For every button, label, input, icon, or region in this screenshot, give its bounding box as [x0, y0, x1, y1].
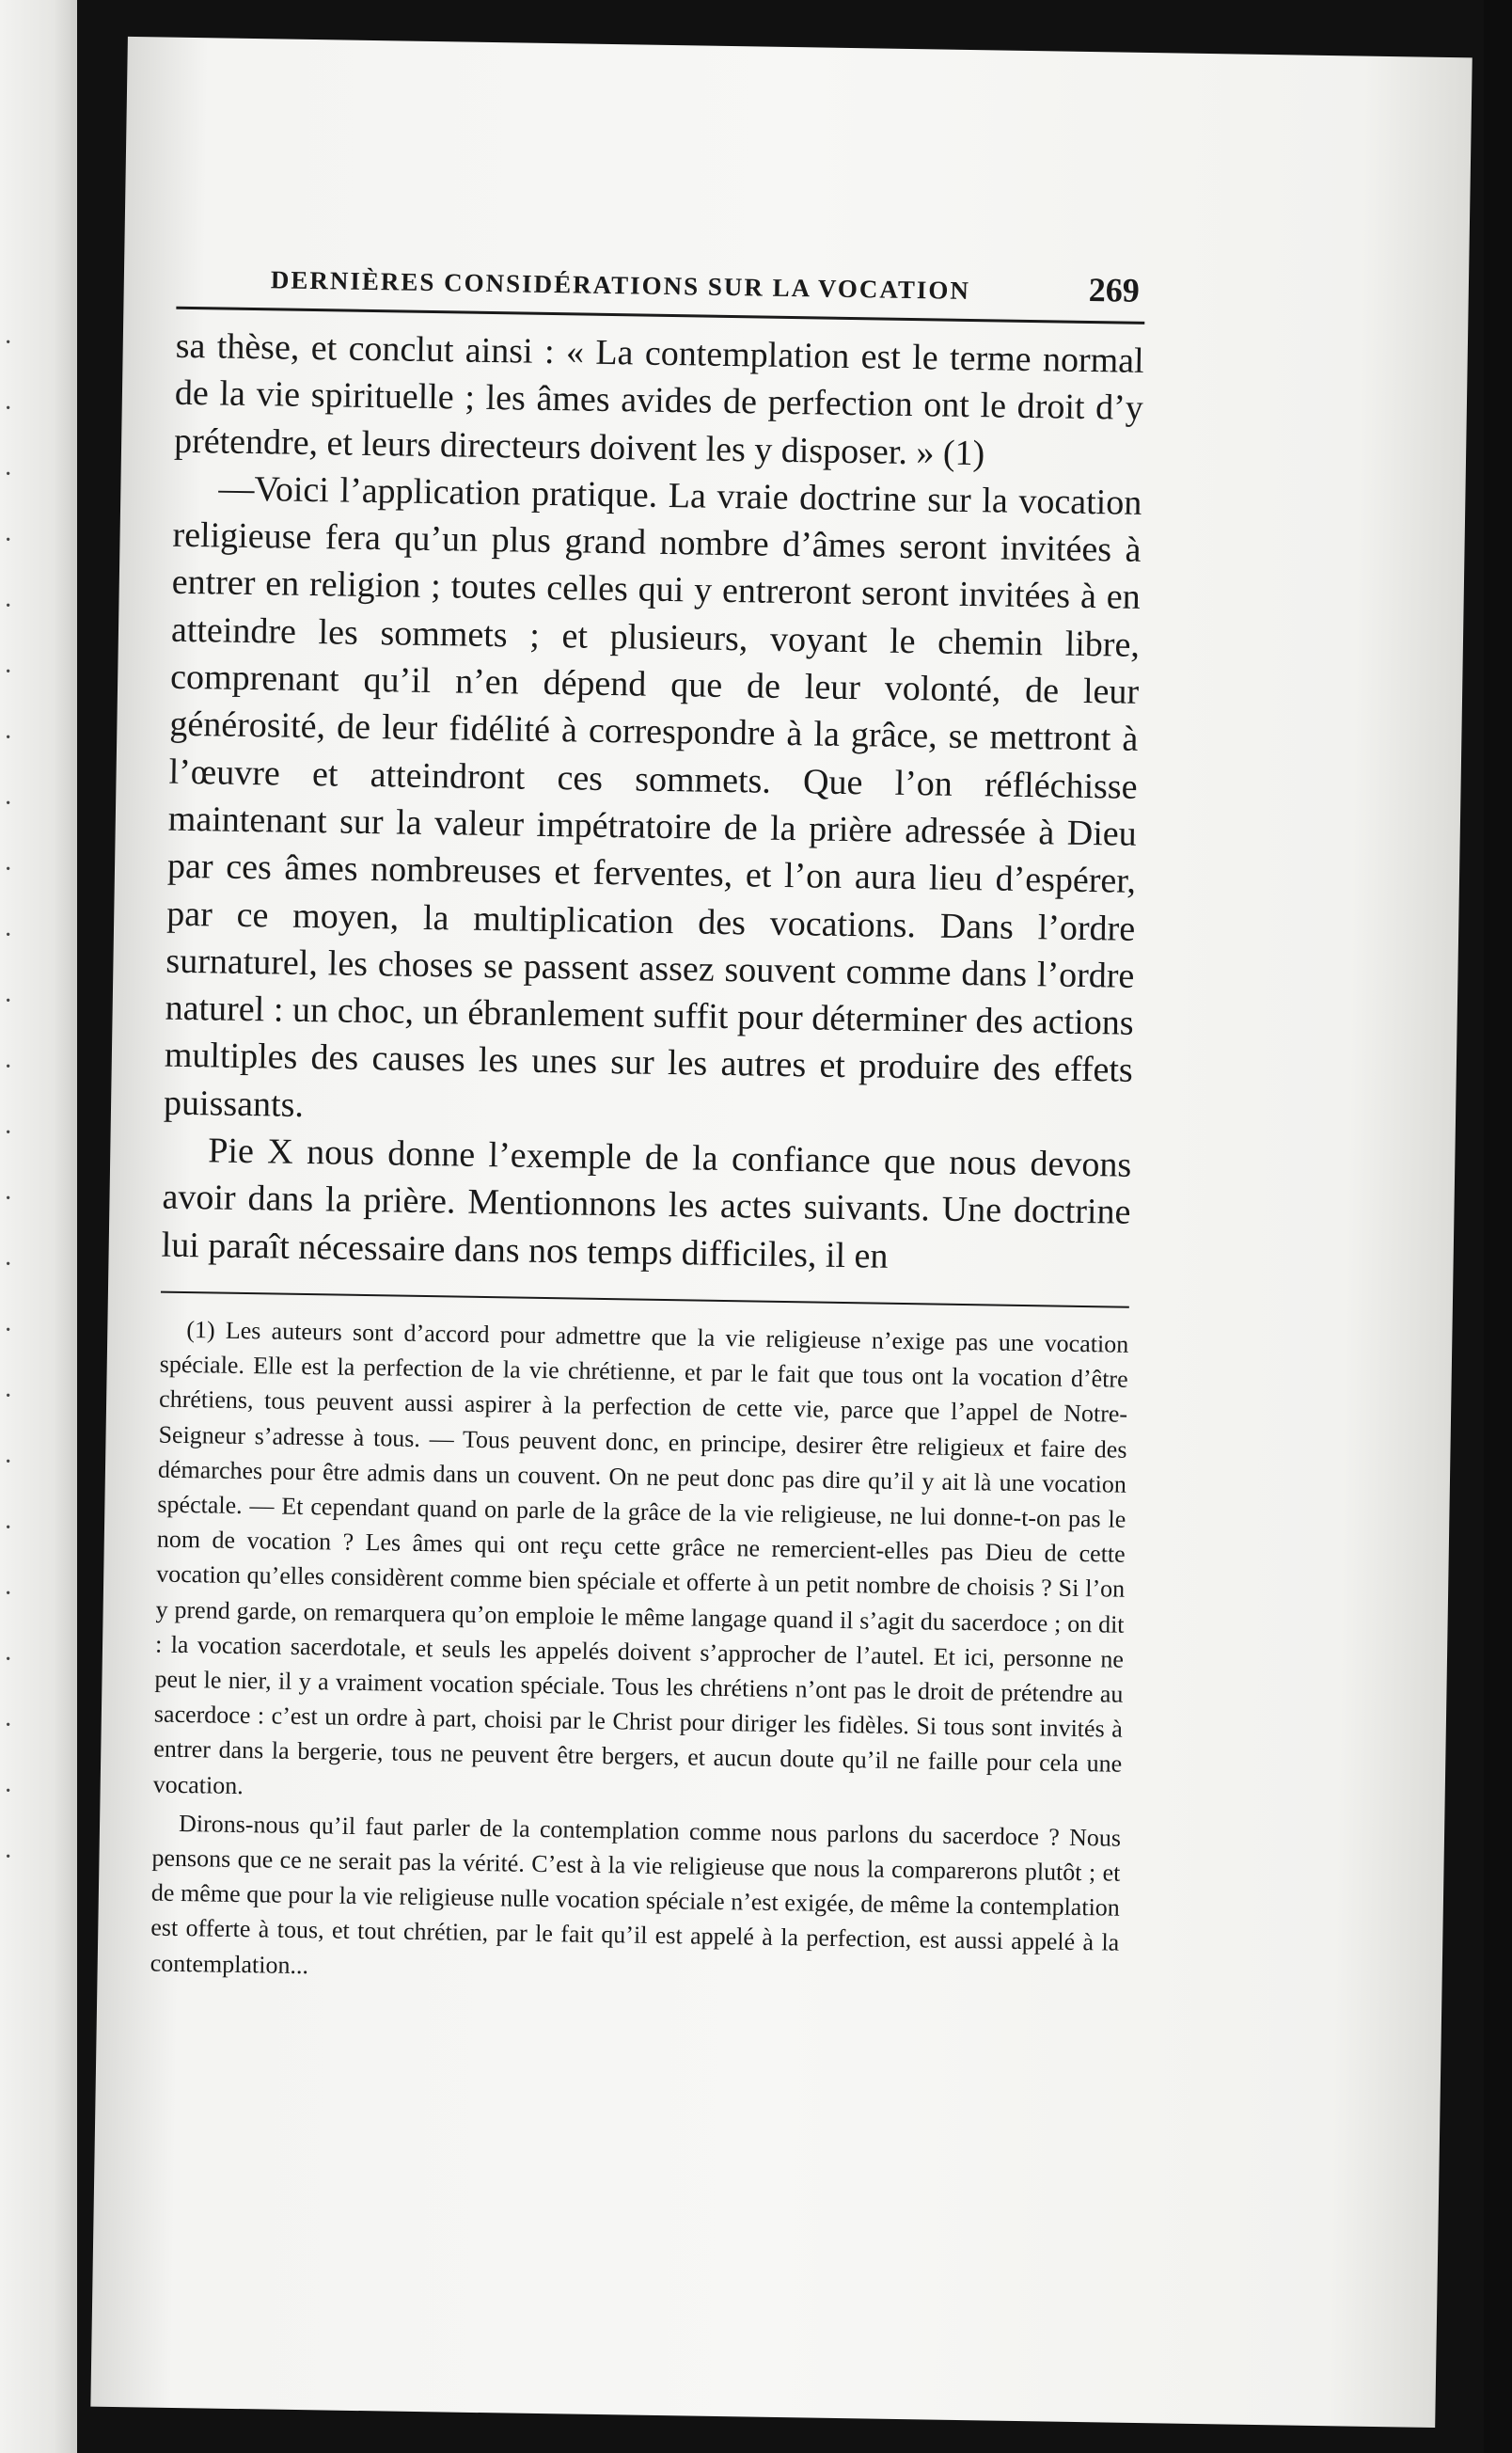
paragraph: Pie X nous donne l’exemple de la confiance que nous devons avoir dans la prière. Mentionnons les actes suivants. Une doctrine lui paraît nécessaire dans nos temps difficiles, il en: [161, 1131, 1132, 1276]
footnotes: [150, 1312, 1128, 1996]
scan-border: [1484, 0, 1512, 2453]
running-title: DERNIÈRES CONSIDÉRATIONS SUR LA VOCATION: [270, 265, 971, 305]
page-content: [150, 256, 1145, 1996]
paragraph: sa thèse, et conclut ainsi : « La contemplation est le terme normal de la vie spirituelle ; les âmes avides de perfection ont le droit d’y prétendre, et leurs directeurs doivent les y disposer. » (1): [173, 325, 1144, 473]
paragraph: —Voici l’application pratique. La vraie doctrine sur la vocation religieuse fera qu’un plus grand nombre d’âmes seront invitées à entrer en religion ; toutes celles qui y entreront seront invitées à en atteindre les sommets ; et plusieurs, voyant le chemin libre, comprenant qu’il n’en dépend que de leur volonté, de leur générosité, de leur fidélité à correspondre à la grâce, se mettront à l’œuvre et atteindront ces sommets. Que l’on réfléchisse maintenant sur la valeur impétratoire de la prière adressée à Dieu par ces âmes nombreuses et ferventes, et l’on aura lieu d’espérer, par ce moyen, la multiplication des vocations. Dans l’ordre surnaturel, les choses se passent assez souvent comme dans l’ordre naturel : un choc, un ébranlement suffit pour déterminer des actions multiples des causes les unes sur les autres et produire des effets puissants.: [163, 468, 1142, 1125]
page-number: 269: [1088, 270, 1141, 309]
facing-page-edge: [0, 0, 77, 2453]
book-page: [90, 37, 1472, 2428]
footnote-continuation: Dirons-nous qu’il faut parler de la contemplation comme nous parlons du sacerdoce ? Nous pensons que ce ne serait pas la vérité. C’est à la vie religieuse que nous la comparerons plutôt ; et de même que pour la vie religieuse nulle vocation spéciale n’est exigée, de même la contemplation est offerte à tous, et tout chrétien, par le fait qu’il est appelé à la perfection, est aussi appelé à la contemplation...: [150, 1809, 1122, 1979]
page-header: [176, 256, 1145, 324]
footnote: (1) Les auteurs sont d’accord pour admettre que la vie religieuse n’exige pas une vocation spéciale. Elle est la perfection de la vie chrétienne, et par le fait que tous ont la vocation d’être chrétiens, tous peuvent aussi aspirer à la perfection de cette vie, parce que l’appel de Notre-Seigneur s’adresse à tous. — Tous peuvent donc, en principe, desirer être religieux et faire des démarches pour être admis dans un couvent. On ne peut donc pas dire qu’il y ait là une vocation spéctale. — Et cependant quand on parle de la grâce de la vie religieuse, ne lui donne-t-on pas le nom de vocation ? Les âmes qui ont reçu cette grâce ne remercient-elles pas Dieu de cette vocation qu’elles considèrent comme bien spéciale et offerte à un petit nombre de choisis ? Si l’on y prend garde, on remarquera qu’on emploie le même langage quand il s’agit du sacerdoce ; on dit : la vocation sacerdotale, et seuls les appelés doivent s’approcher de l’autel. Et ici, personne ne peut le nier, il y a vraiment vocation spéciale. Tous les chrétiens n’ont pas le droit de prétendre au sacerdoce : c’est un ordre à part, choisi par le Christ pour diriger les fidèles. Si tous sont invités à entrer dans la bergerie, tous ne peuvent être bergers, et aucun doute qu’il ne faille pour cela une vocation.: [152, 1315, 1129, 1799]
facing-page-letter-fragments: · · · · · · · · · · · · · · · · · · · · · · · ·: [4, 328, 13, 1872]
main-text: [161, 323, 1144, 1284]
footnote-rule: [161, 1291, 1129, 1308]
